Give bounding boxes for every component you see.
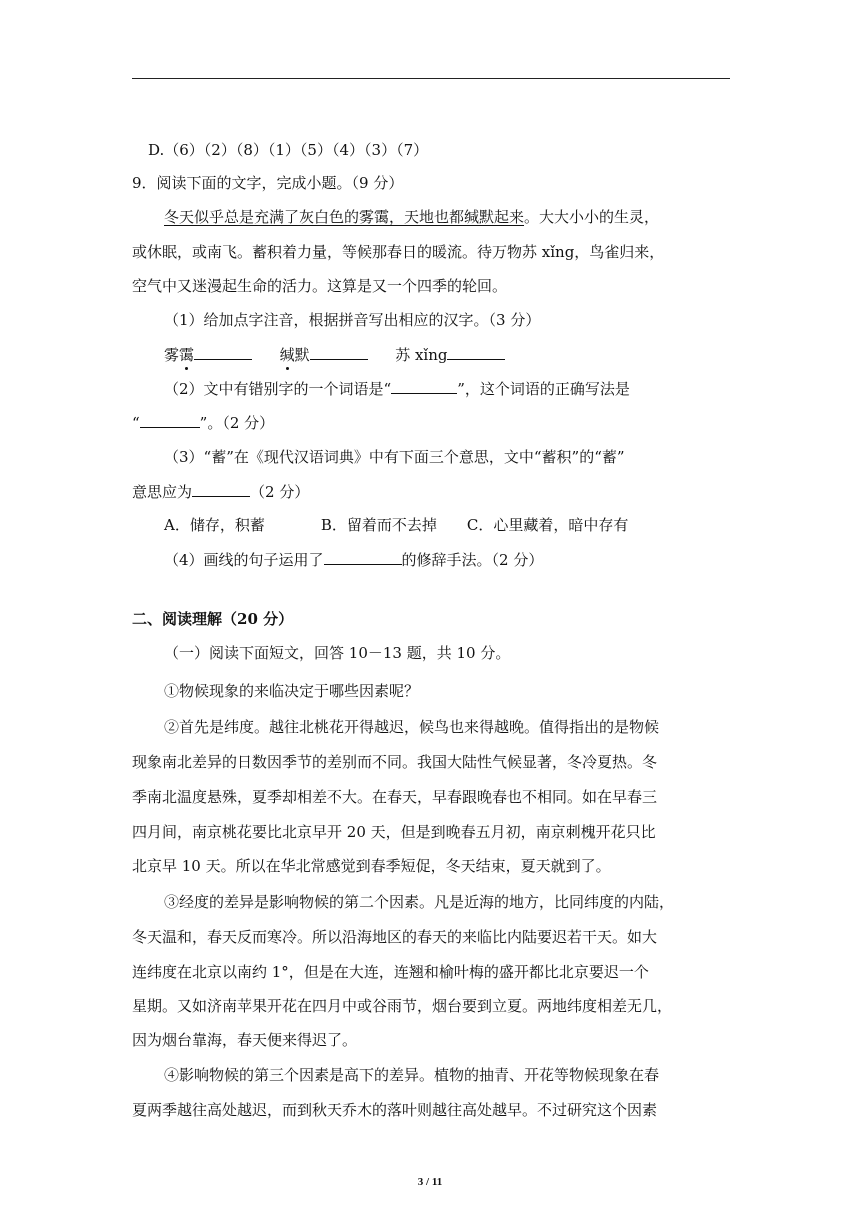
q9-sub3-line-1: （3）“蓄”在《现代汉语词典》中有下面三个意思，文中“蓄积”的“蓄” xyxy=(164,448,625,466)
paragraph-4-line: ④影响物候的第三个因素是高下的差异。植物的抽青、开花等物候现象在春 xyxy=(164,1066,660,1084)
header-rule xyxy=(132,78,730,79)
section-title: 二、阅读理解（20 分） xyxy=(132,610,294,628)
q9-sub2-line-1: （2）文中有错别字的一个词语是“ ”，这个词语的正确写法是 xyxy=(164,380,630,398)
answer-blank-xing[interactable] xyxy=(447,344,505,360)
answer-blank-wrong-word[interactable] xyxy=(391,378,457,394)
q9-passage-line-3: 空气中又迷漫起生命的活力。这算是又一个四季的轮回。 xyxy=(132,277,508,295)
paragraph-2-line: 北京早 10 天。所以在华北常感觉到春季短促，冬天结束，夏天就到了。 xyxy=(132,857,611,875)
section-intro: （一）阅读下面短文，回答 10－13 题，共 10 分。 xyxy=(164,644,511,662)
q9-passage-line-2: 或休眠，或南飞。蓄积着力量，等候那春日的暖流。待万物苏 xǐng，鸟雀归来， xyxy=(132,243,665,261)
dotted-char-jian: 缄 xyxy=(279,346,295,364)
option-b: B．留着而不去掉 xyxy=(320,516,437,534)
underlined-sentence: 冬天似乎总是充满了灰白色的雾霭，天地也都缄默起来 xyxy=(164,208,525,226)
q9-sub2-line-2: “ ”。（2 分） xyxy=(132,414,275,432)
paragraph-3-line: 因为烟台靠海，春天便来得迟了。 xyxy=(132,1031,358,1049)
q8-option-d: D.（6）（2）（8）（1）（5）（4）（3）（7） xyxy=(148,141,429,159)
answer-blank-jian[interactable] xyxy=(310,344,368,360)
paragraph-4-line: 夏两季越往高处越迟，而到秋天乔木的落叶则越往高处越早。不过研究这个因素 xyxy=(132,1101,658,1119)
q9-sub1-blanks: 雾霭 缄默 苏 xǐng xyxy=(164,344,505,365)
paragraph-3-line: 连纬度在北京以南约 1°，但是在大连，连翘和榆叶梅的盛开都比北京要迟一个 xyxy=(132,963,649,981)
q9-sub3-line-2: 意思应为 （2 分） xyxy=(132,483,310,501)
answer-blank-meaning[interactable] xyxy=(192,481,250,497)
q9-sub1: （1）给加点字注音，根据拼音写出相应的汉字。（3 分） xyxy=(164,311,541,329)
paragraph-1: ①物候现象的来临决定于哪些因素呢？ xyxy=(164,682,420,700)
q9-stem: 9．阅读下面的文字，完成小题。（9 分） xyxy=(132,174,404,192)
paragraph-3-line: 冬天温和，春天反而寒冷。所以沿海地区的春天的来临比内陆要迟若干天。如大 xyxy=(132,928,658,946)
answer-blank-correct-word[interactable] xyxy=(140,412,200,428)
q9-sub3-options xyxy=(164,515,628,535)
paragraph-2-line: 季南北温度悬殊，夏季却相差不大。在春天，早春跟晚春也不相同。如在早春三 xyxy=(132,788,658,806)
answer-blank-ai[interactable] xyxy=(194,344,252,360)
paragraph-2-line: ②首先是纬度。越往北桃花开得越迟，候鸟也来得越晚。值得指出的是物候 xyxy=(164,718,660,736)
dotted-char-ai: 霭 xyxy=(179,346,195,364)
option-a: A．储存，积蓄 xyxy=(164,516,265,534)
paragraph-3-line: 星期。又如济南苹果开花在四月中或谷雨节，烟台要到立夏。两地纬度相差无几， xyxy=(132,997,673,1015)
paragraph-2-line: 现象南北差异的日数因季节的差别而不同。我国大陆性气候显著，冬冷夏热。冬 xyxy=(132,753,658,771)
q9-sub4: （4）画线的句子运用了 的修辞手法。（2 分） xyxy=(164,551,544,569)
q9-passage-line-1: 冬天似乎总是充满了灰白色的雾霭，天地也都缄默起来。大大小小的生灵， xyxy=(164,208,660,226)
answer-blank-rhetoric[interactable] xyxy=(324,549,402,565)
paragraph-2-line: 四月间，南京桃花要比北京早开 20 天，但是到晚春五月初，南京刺槐开花只比 xyxy=(132,823,656,841)
page-number: 3 / 11 xyxy=(417,1176,443,1188)
paragraph-3-line: ③经度的差异是影响物候的第二个因素。凡是近海的地方，比同纬度的内陆， xyxy=(164,893,675,911)
option-c: C．心里藏着，暗中存有 xyxy=(466,516,629,534)
